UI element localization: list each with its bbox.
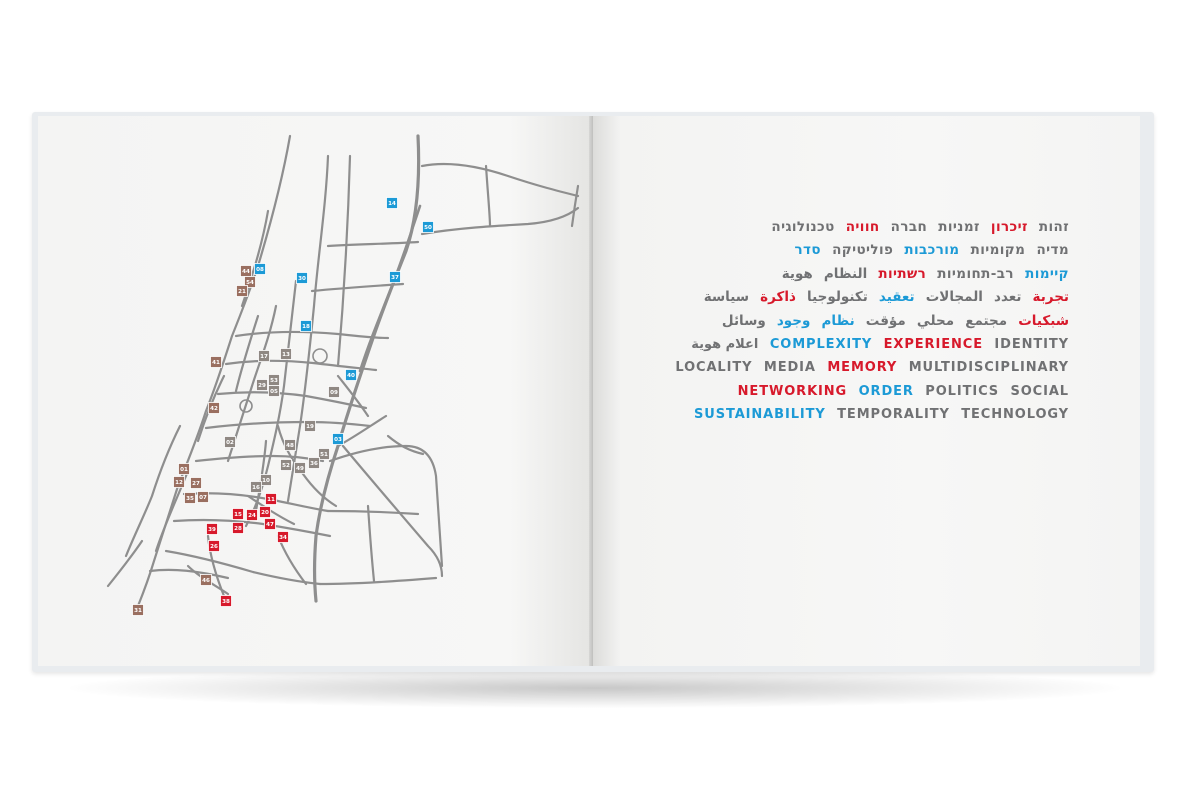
street xyxy=(320,578,436,584)
street xyxy=(368,506,374,581)
street xyxy=(422,164,578,196)
map-marker[interactable] xyxy=(225,437,236,448)
map-marker[interactable] xyxy=(133,605,144,616)
map-marker[interactable] xyxy=(233,523,244,534)
map-marker[interactable] xyxy=(285,440,296,451)
keyword-line-english-3 xyxy=(599,380,1069,403)
svg-text:28: 28 xyxy=(234,526,242,532)
svg-text:20: 20 xyxy=(261,510,269,516)
street xyxy=(422,208,578,234)
map-marker[interactable] xyxy=(207,524,218,535)
svg-text:41: 41 xyxy=(212,360,220,366)
keyword: POLITICS xyxy=(925,383,1000,399)
map-marker[interactable] xyxy=(387,198,398,209)
map-marker[interactable] xyxy=(237,286,248,297)
keyword-line-hebrew-3 xyxy=(599,263,1069,286)
map-marker[interactable] xyxy=(198,492,209,503)
svg-text:10: 10 xyxy=(262,478,270,484)
map-marker[interactable] xyxy=(211,357,222,368)
svg-text:50: 50 xyxy=(424,225,432,231)
svg-text:31: 31 xyxy=(134,608,142,614)
keyword: محلي xyxy=(916,312,955,329)
map-marker[interactable] xyxy=(241,266,252,277)
keyword-line-english-2 xyxy=(599,356,1069,379)
svg-text:51: 51 xyxy=(320,452,328,458)
svg-text:03: 03 xyxy=(334,437,342,443)
right-page xyxy=(593,116,1140,666)
keyword: النظام xyxy=(823,265,868,282)
svg-text:17: 17 xyxy=(260,354,268,360)
svg-text:21: 21 xyxy=(238,289,246,295)
svg-text:19: 19 xyxy=(306,424,314,430)
keyword: وجود xyxy=(776,312,811,329)
map-marker[interactable] xyxy=(209,403,220,414)
svg-text:24: 24 xyxy=(248,513,256,519)
keyword-line-hebrew-1 xyxy=(599,216,1069,239)
left-page xyxy=(38,116,593,666)
keyword: MEMORY xyxy=(827,360,898,376)
map-marker[interactable] xyxy=(257,380,268,391)
keyword: MULTIDISCIPLINARY xyxy=(908,360,1069,376)
keyword: IDENTITY xyxy=(994,336,1069,352)
keyword-line-english-4 xyxy=(599,403,1069,426)
svg-text:53: 53 xyxy=(270,378,278,384)
svg-text:11: 11 xyxy=(267,497,275,503)
keyword: COMPLEXITY xyxy=(769,336,873,352)
svg-text:38: 38 xyxy=(222,599,230,605)
map-marker[interactable] xyxy=(185,493,196,504)
map-marker[interactable] xyxy=(266,494,277,505)
map-marker[interactable] xyxy=(221,596,232,607)
keyword: LOCALITY xyxy=(675,360,753,376)
svg-text:39: 39 xyxy=(208,527,216,533)
map-marker[interactable] xyxy=(260,507,271,518)
map-marker[interactable] xyxy=(423,222,434,233)
svg-text:54: 54 xyxy=(246,280,254,286)
keyword: חברה xyxy=(890,219,928,235)
street xyxy=(360,206,420,371)
keyword: تجربة xyxy=(1032,289,1069,306)
map-marker[interactable] xyxy=(269,375,280,386)
keyword: شبكيات xyxy=(1018,312,1069,329)
svg-text:37: 37 xyxy=(391,275,399,281)
map-marker[interactable] xyxy=(281,460,292,471)
keyword: NETWORKING xyxy=(737,383,848,399)
svg-text:46: 46 xyxy=(202,578,210,584)
map-marker[interactable] xyxy=(269,386,280,397)
keyword: ORDER xyxy=(858,383,914,399)
map-marker[interactable] xyxy=(346,370,357,381)
street xyxy=(572,186,578,226)
svg-text:52: 52 xyxy=(282,463,290,469)
street xyxy=(328,242,418,246)
keyword: קיימות xyxy=(1025,265,1069,282)
keyword: מדיה xyxy=(1036,242,1069,259)
keyword: SUSTAINABILITY xyxy=(693,407,826,423)
map-marker[interactable] xyxy=(309,458,320,469)
svg-text:40: 40 xyxy=(347,373,355,379)
keyword: هوية xyxy=(781,265,813,282)
keyword: זהות xyxy=(1038,219,1069,235)
keyword: זיכרון xyxy=(990,219,1028,235)
map-marker[interactable] xyxy=(201,575,212,586)
svg-text:07: 07 xyxy=(199,495,207,501)
map-marker[interactable] xyxy=(301,321,312,332)
keyword: פוליטיקה xyxy=(832,242,894,259)
map-marker[interactable] xyxy=(233,509,244,520)
svg-text:26: 26 xyxy=(210,544,218,550)
keyword: مؤقت xyxy=(865,312,906,329)
keyword: TEMPORALITY xyxy=(837,407,950,423)
map-marker[interactable] xyxy=(305,421,316,432)
map-marker[interactable] xyxy=(278,532,289,543)
svg-text:27: 27 xyxy=(192,481,200,487)
map-marker[interactable] xyxy=(191,478,202,489)
keyword: רב-תחומיות xyxy=(937,265,1014,282)
street xyxy=(126,426,180,556)
open-book xyxy=(32,112,1154,672)
street xyxy=(338,376,368,416)
svg-text:12: 12 xyxy=(175,480,183,486)
city-map xyxy=(38,116,593,666)
keyword: סדר xyxy=(794,242,821,259)
keyword: רשתיות xyxy=(878,265,927,282)
keyword: اعلام هوية xyxy=(691,336,759,352)
svg-text:05: 05 xyxy=(270,389,278,395)
keyword: MEDIA xyxy=(763,360,816,376)
keyword: نظام xyxy=(821,312,855,329)
svg-text:15: 15 xyxy=(234,512,242,518)
svg-text:44: 44 xyxy=(242,269,250,275)
map-marker[interactable] xyxy=(265,519,276,530)
svg-text:13: 13 xyxy=(282,352,290,358)
map-marker[interactable] xyxy=(174,477,185,488)
street xyxy=(226,361,376,370)
street xyxy=(108,541,142,586)
book-shadow xyxy=(70,668,1120,708)
map-marker[interactable] xyxy=(329,387,340,398)
keyword: وسائل xyxy=(721,312,766,329)
keyword: EXPERIENCE xyxy=(883,336,983,352)
keyword: SOCIAL xyxy=(1010,383,1069,399)
svg-text:47: 47 xyxy=(266,522,274,528)
street xyxy=(174,520,330,536)
map-marker[interactable] xyxy=(333,434,344,445)
map-marker[interactable] xyxy=(179,464,190,475)
svg-text:18: 18 xyxy=(302,324,310,330)
roundabout xyxy=(313,349,327,363)
keyword-line-arabic-2 xyxy=(599,310,1069,333)
keyword: טכנולוגיה xyxy=(771,219,835,235)
svg-text:48: 48 xyxy=(286,443,294,449)
svg-text:34: 34 xyxy=(279,535,287,541)
map-marker[interactable] xyxy=(251,482,262,493)
map-marker[interactable] xyxy=(259,351,270,362)
svg-text:35: 35 xyxy=(186,496,194,502)
keyword-line-english-1 xyxy=(599,333,1069,356)
keyword-line-arabic-1 xyxy=(599,286,1069,309)
street xyxy=(486,166,490,226)
map-marker[interactable] xyxy=(281,349,292,360)
keyword-line-hebrew-2 xyxy=(599,239,1069,262)
street xyxy=(328,511,418,514)
keyword: ذاكرة xyxy=(760,289,796,306)
map-marker[interactable] xyxy=(297,273,308,284)
map-marker[interactable] xyxy=(255,264,266,275)
map-marker[interactable] xyxy=(247,510,258,521)
keyword: מורכבות xyxy=(904,242,960,259)
map-marker[interactable] xyxy=(295,463,306,474)
svg-text:16: 16 xyxy=(252,485,260,491)
svg-text:29: 29 xyxy=(258,383,266,389)
svg-text:09: 09 xyxy=(330,390,338,396)
keyword: المجالات xyxy=(925,289,983,306)
keyword: مجتمع xyxy=(965,312,1008,329)
map-marker[interactable] xyxy=(319,449,330,460)
keyword: تعدد xyxy=(994,289,1022,306)
svg-text:01: 01 xyxy=(180,467,188,473)
svg-text:14: 14 xyxy=(388,201,396,207)
map-marker[interactable] xyxy=(261,475,272,486)
keyword-block xyxy=(599,216,1069,427)
svg-text:49: 49 xyxy=(296,466,304,472)
keyword: מקומיות xyxy=(970,242,1026,259)
map-marker[interactable] xyxy=(209,541,220,552)
svg-text:42: 42 xyxy=(210,406,218,412)
keyword: سياسة xyxy=(703,289,750,306)
keyword: تكنولوجيا xyxy=(807,289,868,306)
map-marker[interactable] xyxy=(390,272,401,283)
street xyxy=(196,456,323,461)
svg-text:08: 08 xyxy=(256,267,264,273)
keyword: تعقيد xyxy=(878,289,915,306)
keyword: חוויה xyxy=(845,219,880,235)
street-network xyxy=(108,136,578,606)
street xyxy=(278,536,306,584)
svg-text:36: 36 xyxy=(310,461,318,467)
street xyxy=(330,446,442,566)
keyword: זמניות xyxy=(938,219,980,235)
keyword: TECHNOLOGY xyxy=(961,407,1069,423)
svg-text:30: 30 xyxy=(298,276,306,282)
svg-text:02: 02 xyxy=(226,440,234,446)
